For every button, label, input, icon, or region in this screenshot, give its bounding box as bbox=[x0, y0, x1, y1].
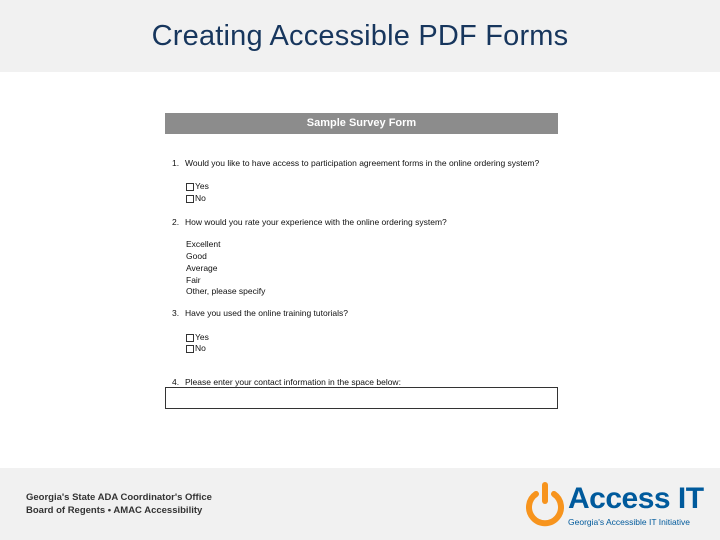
question-3-number: 3. bbox=[172, 308, 180, 318]
question-2-text: How would you rate your experience with the online ordering system? bbox=[185, 217, 447, 227]
access-it-logo bbox=[524, 480, 704, 530]
slide-title: Creating Accessible PDF Forms bbox=[151, 20, 569, 52]
q2-option-average[interactable]: Average bbox=[186, 263, 218, 273]
q3-yes-checkbox[interactable] bbox=[186, 334, 194, 342]
slide-header bbox=[0, 0, 720, 72]
power-icon bbox=[524, 480, 566, 530]
q2-option-other[interactable]: Other, please specify bbox=[186, 286, 266, 296]
question-2-number: 2. bbox=[172, 217, 180, 227]
question-1-text: Would you like to have access to participation agreement forms in the online ordering system? bbox=[185, 158, 540, 168]
footer-line-1: Georgia's State ADA Coordinator's Office bbox=[26, 492, 212, 503]
q3-yes-label: Yes bbox=[195, 332, 209, 342]
q1-yes-label: Yes bbox=[195, 181, 209, 191]
q1-yes-checkbox[interactable] bbox=[186, 183, 194, 191]
q3-no-checkbox[interactable] bbox=[186, 345, 194, 353]
q3-no-label: No bbox=[195, 343, 206, 353]
form-header: Sample Survey Form bbox=[165, 113, 558, 134]
contact-info-field[interactable] bbox=[165, 387, 558, 409]
question-4-number: 4. bbox=[172, 377, 180, 387]
q2-option-excellent[interactable]: Excellent bbox=[186, 239, 221, 249]
question-4-text: Please enter your contact information in the space below: bbox=[185, 377, 401, 387]
logo-subtitle: Georgia's Accessible IT Initiative bbox=[568, 517, 690, 527]
q2-option-good[interactable]: Good bbox=[186, 251, 207, 261]
footer-line-2: Board of Regents • AMAC Accessibility bbox=[26, 505, 203, 516]
logo-text: Access IT bbox=[568, 482, 704, 515]
q1-no-label: No bbox=[195, 193, 206, 203]
q1-no-checkbox[interactable] bbox=[186, 195, 194, 203]
sample-survey-form bbox=[165, 113, 558, 409]
question-1-number: 1. bbox=[172, 158, 180, 168]
question-3-text: Have you used the online training tutorials? bbox=[185, 308, 349, 318]
q2-option-fair[interactable]: Fair bbox=[186, 275, 201, 285]
